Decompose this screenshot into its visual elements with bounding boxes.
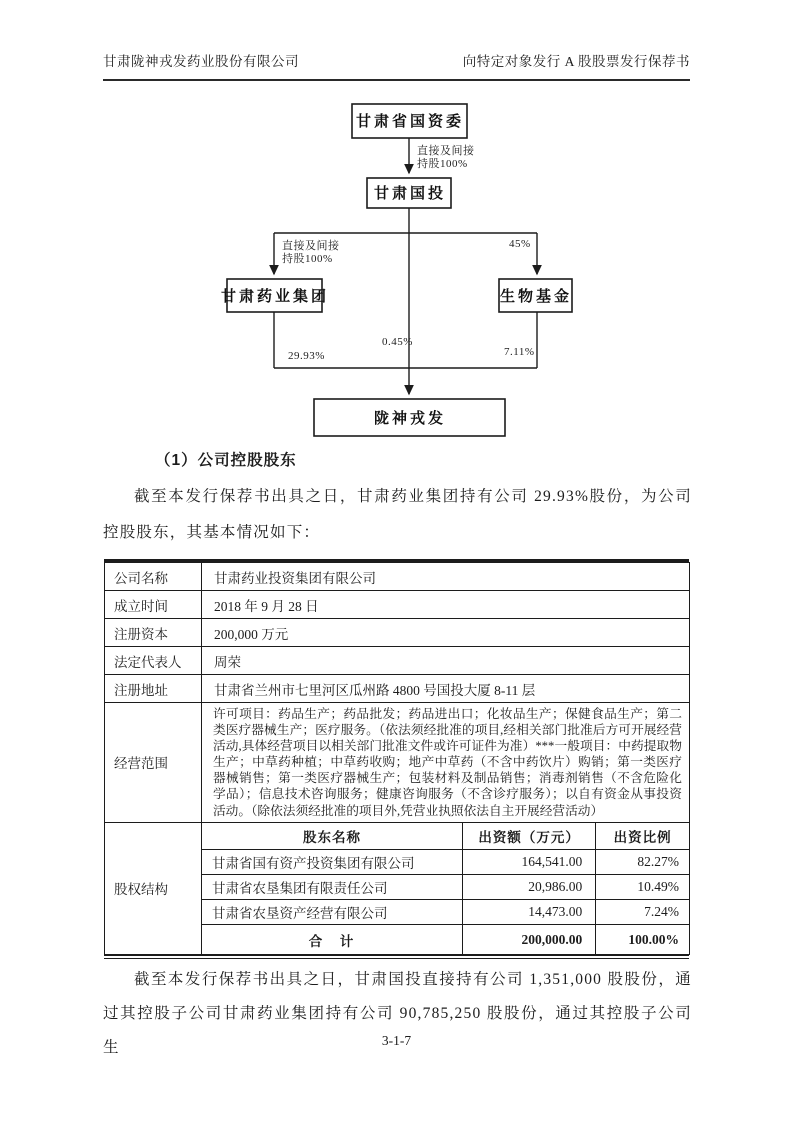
node-bio-fund-label: 生物基金 <box>499 289 573 305</box>
row-value: 甘肃省兰州市七里河区瓜州路 4800 号国投大厦 8-11 层 <box>202 675 690 703</box>
edge-label-2993pct: 29.93% <box>288 350 325 362</box>
shareholder-info-table-wrap <box>104 559 689 959</box>
org-chart-svg <box>103 95 690 447</box>
shareholder-ratio: 10.49% <box>596 875 689 900</box>
shareholder-amount: 20,986.00 <box>463 875 596 900</box>
shareholder-info-table <box>104 562 690 955</box>
shareholder-name: 甘肃省国有资产投资集团有限公司 <box>202 850 463 875</box>
total-amount: 200,000.00 <box>463 925 596 955</box>
total-label: 合 计 <box>202 925 463 955</box>
shareholder-name: 甘肃省农垦集团有限责任公司 <box>202 875 463 900</box>
header-document-title: 向特定对象发行 A 股股票发行保荐书 <box>462 54 690 69</box>
shareholder-ratio: 82.27% <box>596 850 689 875</box>
edge-label-45pct: 45% <box>509 238 531 250</box>
total-ratio: 100.00% <box>596 925 689 955</box>
shareholder-name: 甘肃省农垦资产经营有限公司 <box>202 900 463 925</box>
equity-row <box>202 900 689 925</box>
table-row <box>105 619 690 647</box>
row-label: 注册地址 <box>105 675 202 703</box>
edge-label-direct-indirect-left: 直接及间接 <box>282 240 340 252</box>
equity-total-row <box>202 925 689 955</box>
ownership-structure-diagram <box>103 95 690 447</box>
row-label: 股权结构 <box>105 822 202 955</box>
node-gansu-sasac <box>352 104 467 138</box>
row-label: 法定代表人 <box>105 647 202 675</box>
node-bio-fund <box>499 279 572 312</box>
business-scope-row <box>105 703 690 823</box>
node-longshen-rongfa <box>314 399 505 436</box>
row-label: 经营范围 <box>105 703 202 823</box>
row-value: 甘肃药业投资集团有限公司 <box>202 563 690 591</box>
node-gansu-sasac-label: 甘肃省国资委 <box>355 114 465 130</box>
equity-row <box>202 875 689 900</box>
edge-label-045pct: 0.45% <box>382 336 413 348</box>
intro-paragraph: 截至本发行保荐书出具之日，甘肃药业集团持有公司 29.93%股份，为公司控股股东，其基本情况如下： <box>103 488 692 541</box>
table-row <box>105 563 690 591</box>
equity-row <box>202 850 689 875</box>
section-heading: （1）公司控股股东 <box>155 452 297 469</box>
col-header-shareholder: 股东名称 <box>202 823 463 850</box>
shareholder-ratio: 7.24% <box>596 900 689 925</box>
closing-paragraph: 截至本发行保荐书出具之日，甘肃国投直接持有公司 1,351,000 股股份，通过其控股子公司甘肃药业集团持有公司 90,785,250 股股份，通过其控股子公司生 <box>103 971 692 1056</box>
node-pharma-group-label: 甘肃药业集团 <box>220 289 330 305</box>
page-header <box>103 50 690 81</box>
node-gansu-guotou <box>367 178 451 208</box>
edge-label-holding-100-top: 持股100% <box>417 158 468 170</box>
col-header-ratio: 出资比例 <box>596 823 689 850</box>
node-pharma-group <box>221 279 329 312</box>
edge-label-direct-indirect-top: 直接及间接 <box>417 145 475 157</box>
node-longshen-rongfa-label: 陇神戎发 <box>373 411 447 427</box>
equity-header-row <box>202 823 689 850</box>
table-row <box>105 647 690 675</box>
row-value: 周荣 <box>202 647 690 675</box>
edge-label-711pct: 7.11% <box>504 346 535 358</box>
shareholder-amount: 14,473.00 <box>463 900 596 925</box>
row-label: 注册资本 <box>105 619 202 647</box>
row-value: 200,000 万元 <box>202 619 690 647</box>
page-number: 3-1-7 <box>381 1033 412 1048</box>
row-label: 公司名称 <box>105 563 202 591</box>
table-row <box>105 675 690 703</box>
header-company-name: 甘肃陇神戎发药业股份有限公司 <box>103 54 299 69</box>
equity-structure-cell <box>202 822 690 955</box>
shareholder-amount: 164,541.00 <box>463 850 596 875</box>
col-header-amount: 出资额（万元） <box>463 823 596 850</box>
row-value: 2018 年 9 月 28 日 <box>202 591 690 619</box>
table-row <box>105 591 690 619</box>
edge-labels <box>282 143 535 362</box>
business-scope-text: 许可项目：药品生产；药品批发；药品进出口；化妆品生产；保健食品生产；第二类医疗器械生产；医疗服务。（依法须经批准的项目,经相关部门批准后方可开展经营活动,具体经营项目以相关部门批准文件或许可证件为准）***一般项目：中药提取物生产；中草药种植；中草药收购；地产中草药（不含中药饮片）购销；第一类医疗器械销售；第一类医疗器械生产；包装材料及制品销售；消毒剂销售（不含危险化学品）；信息技术咨询服务；健康咨询服务（不含诊疗服务）；以自有资金从事投资活动。（除依法须经批准的项目外,凭营业执照依法自主开展经营活动） <box>202 703 690 823</box>
edge-label-holding-100-left: 持股100% <box>282 253 333 265</box>
node-gansu-guotou-label: 甘肃国投 <box>373 186 447 202</box>
equity-structure-row <box>105 822 690 955</box>
equity-table <box>202 823 689 955</box>
row-label: 成立时间 <box>105 591 202 619</box>
